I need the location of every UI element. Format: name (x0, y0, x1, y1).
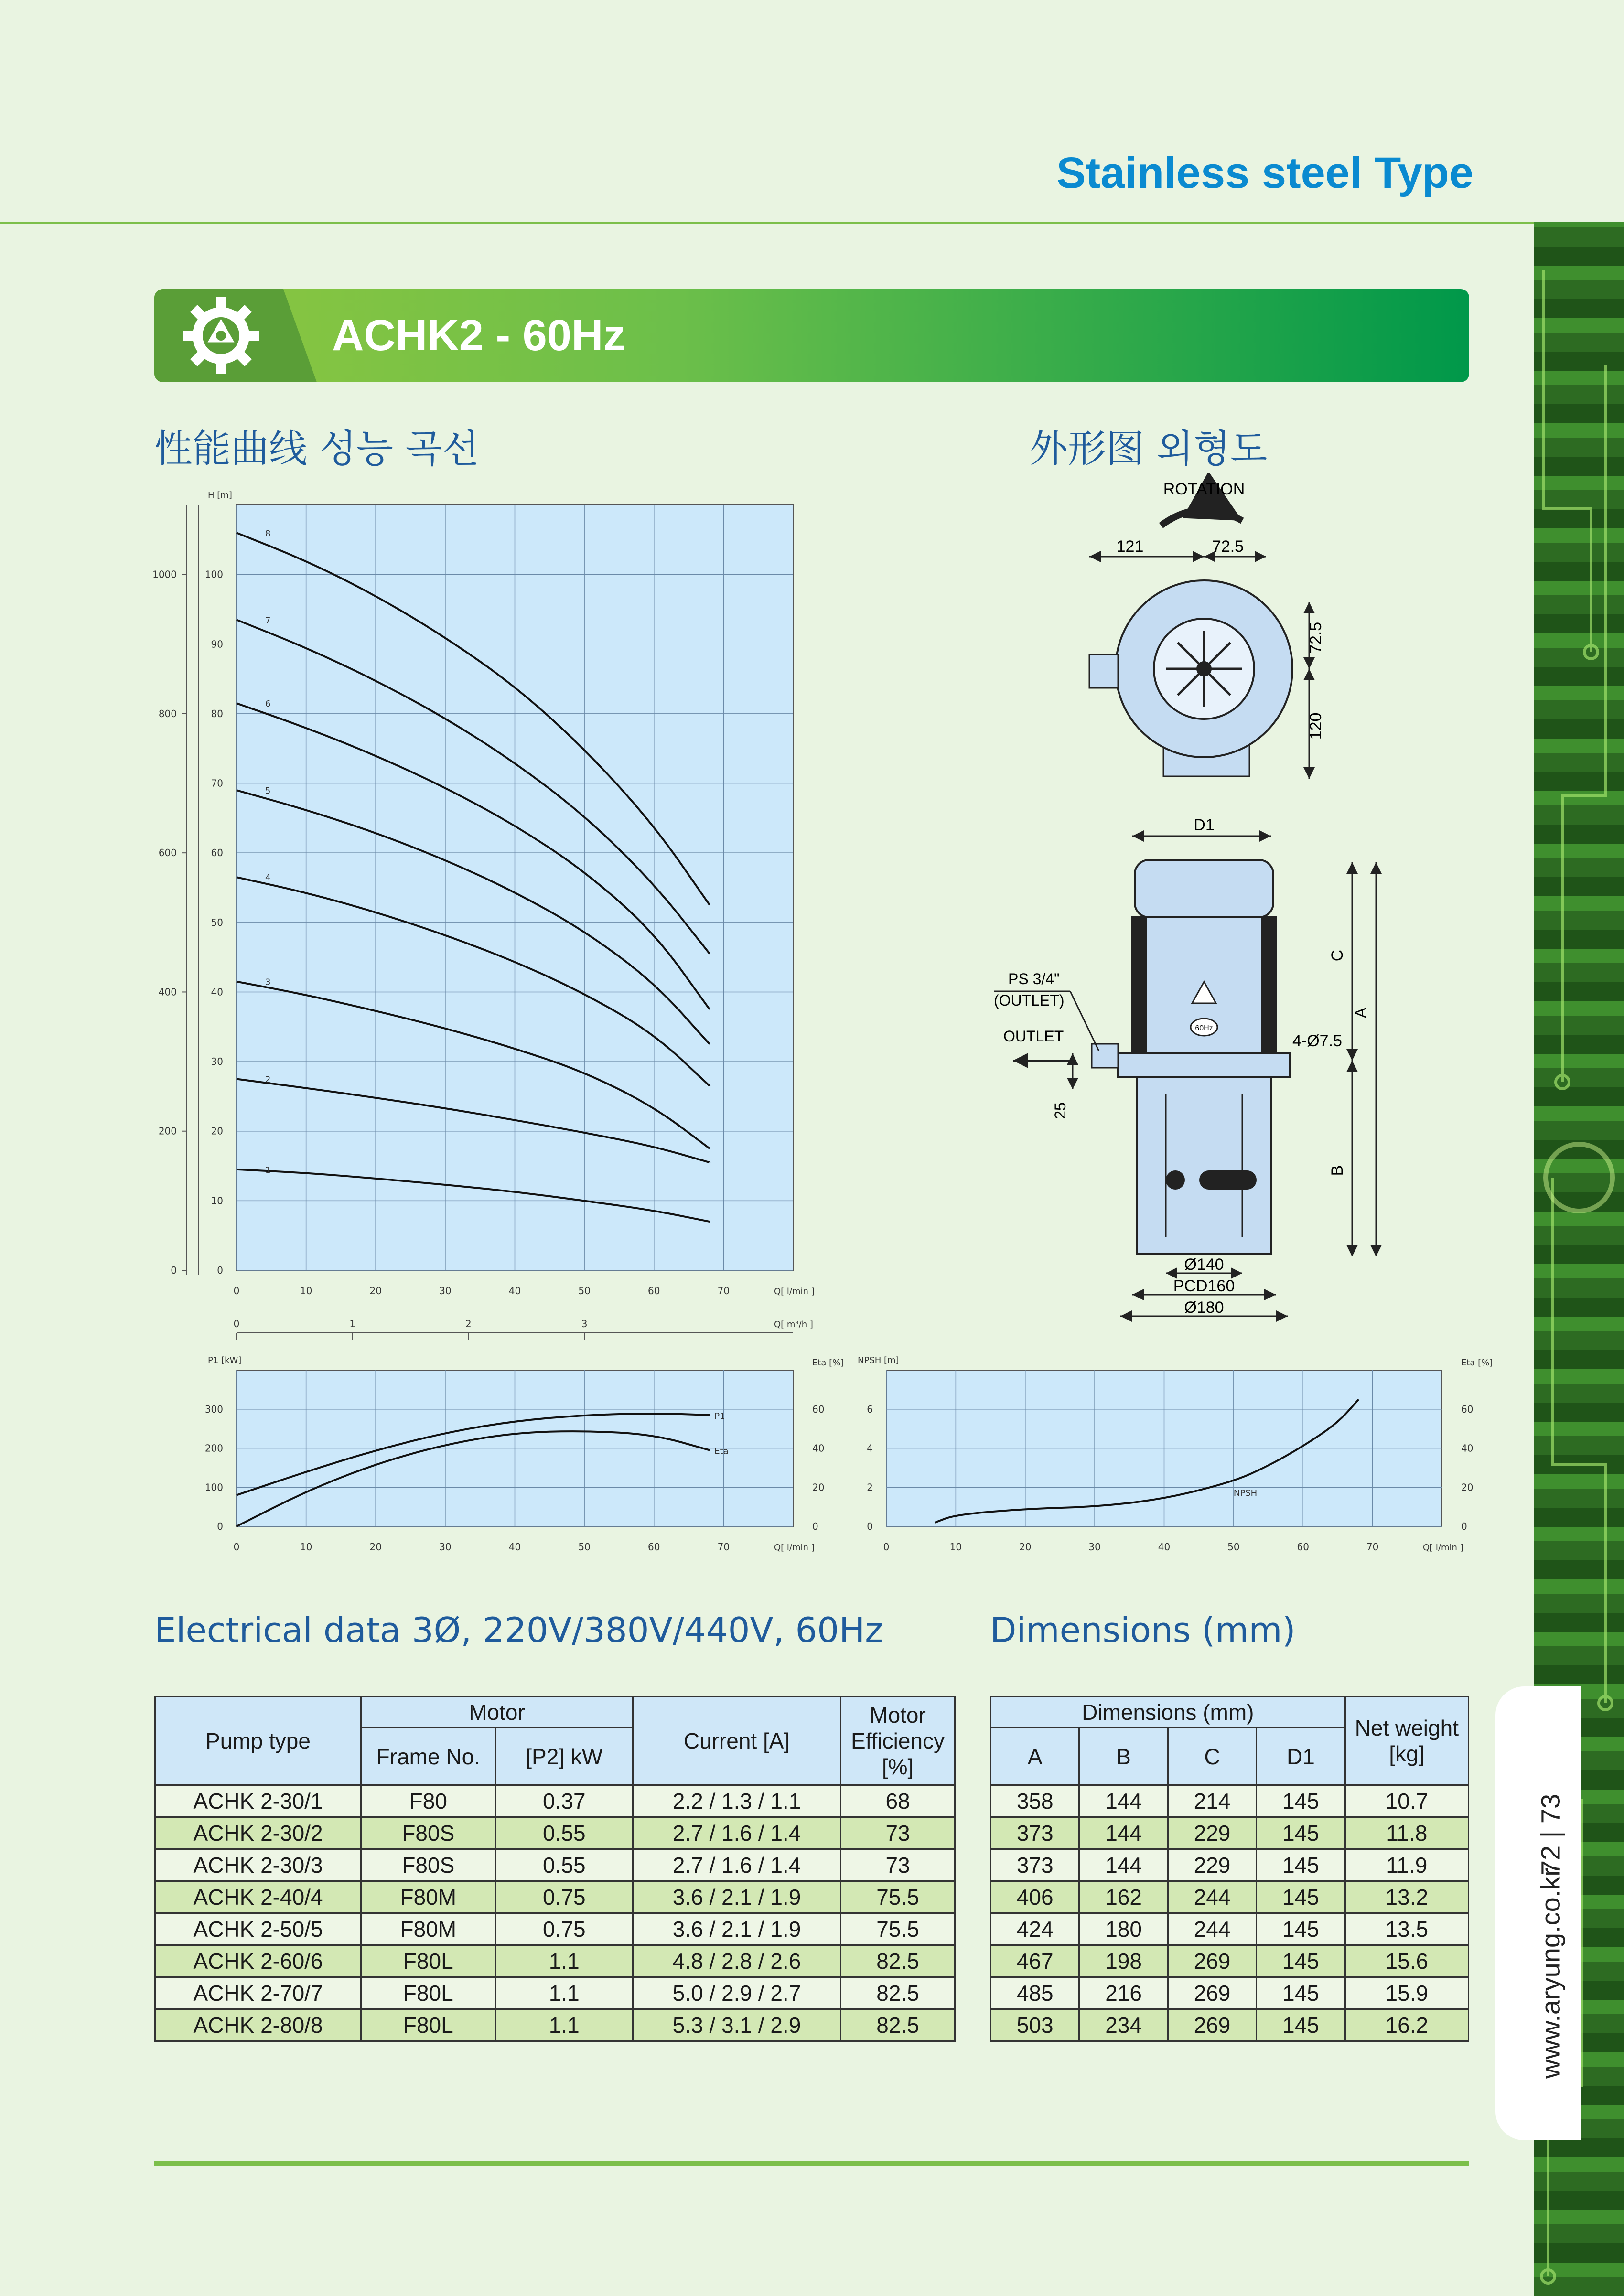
dimension_table-cell: 145 (1257, 1849, 1345, 1881)
dim-25: 25 (1052, 1102, 1069, 1119)
dimension_table-cell: 145 (1257, 1945, 1345, 1977)
electrical_table-cell: 75.5 (841, 1913, 955, 1945)
outline-section-title: 外形图 외형도 (1030, 427, 1268, 471)
table-row (155, 1785, 955, 1817)
electrical_table-cell: 2.7 / 1.6 / 1.4 (633, 1817, 840, 1849)
x-tick-label: 50 (1227, 1541, 1240, 1553)
y-tick-label: 4 (867, 1442, 873, 1454)
dimension_table-cell: 145 (1257, 1785, 1345, 1817)
banner-title: ACHK2 - 60Hz (332, 311, 625, 360)
y-tick-label: 60 (211, 847, 223, 859)
series-label: Eta (714, 1446, 729, 1457)
y-tick-label: 20 (211, 1125, 223, 1137)
col-frame-no: Frame No. (361, 1728, 496, 1785)
y2-tick-label: 40 (812, 1442, 825, 1454)
series-label: P1 (714, 1411, 725, 1422)
electrical-section-title: Electrical data 3Ø, 220V/380V/440V, 60Hz (154, 1610, 883, 1650)
series-label: 7 (265, 615, 271, 626)
x-tick-label: 20 (369, 1285, 382, 1297)
y-tick-label: 80 (211, 708, 223, 719)
y-axis-label: H [m] (208, 490, 232, 500)
dimension_table-cell: 145 (1257, 2009, 1345, 2041)
dimensions-table (990, 1696, 1469, 2042)
electrical_table-cell: 0.75 (495, 1881, 633, 1913)
col-pump-type: Pump type (155, 1697, 361, 1785)
y2-tick-label: 60 (812, 1403, 825, 1415)
table-row (155, 1977, 955, 2009)
x-tick-label: 0 (883, 1541, 890, 1553)
dimension_table-cell: 145 (1257, 1817, 1345, 1849)
dimension_table-cell: 424 (991, 1913, 1079, 1945)
x-tick-label: 40 (508, 1541, 521, 1553)
y2-tick-label: 40 (1461, 1442, 1473, 1454)
curve-section-title: 性能曲线 성능 곡선 (154, 427, 479, 471)
x-axis-label: Q[ l/min ] (1423, 1543, 1463, 1553)
series-label: 2 (265, 1074, 271, 1085)
dimension_table-cell: 13.2 (1345, 1881, 1468, 1913)
alt-top-tick-label: 1 (349, 1318, 356, 1330)
x-axis-label: Q[ l/min ] (774, 1543, 815, 1553)
dimension_table-cell: 10.7 (1345, 1785, 1468, 1817)
dimension_table-cell: 15.9 (1345, 1977, 1468, 2009)
dimension_table-cell: 13.5 (1345, 1913, 1468, 1945)
col-d1: D1 (1257, 1728, 1345, 1785)
electrical_table-cell: ACHK 2-30/3 (155, 1849, 361, 1881)
dimension_table-cell: 144 (1079, 1849, 1168, 1881)
y-tick-label: 30 (211, 1056, 223, 1068)
y-tick-label: 50 (211, 916, 223, 928)
rotation-arrow-icon (1161, 510, 1242, 526)
y2-tick-label: 60 (1461, 1403, 1473, 1415)
dim-d140: Ø140 (1184, 1255, 1224, 1274)
table-row (155, 1881, 955, 1913)
electrical_table-cell: 3.6 / 2.1 / 1.9 (633, 1913, 840, 1945)
footer-rule (154, 2161, 1469, 2166)
dim-121: 121 (1116, 537, 1144, 556)
dimension_table-cell: 373 (991, 1849, 1079, 1881)
electrical_table-cell: ACHK 2-80/8 (155, 2009, 361, 2041)
rotation-label: ROTATION (1163, 480, 1245, 498)
y-axis-label: P1 [kW] (208, 1355, 242, 1365)
dim-a: A (1352, 1007, 1370, 1019)
electrical_table-cell: 5.3 / 3.1 / 2.9 (633, 2009, 840, 2041)
y-tick-label: 100 (204, 1481, 223, 1493)
col-b: B (1079, 1728, 1168, 1785)
dim-pcd160: PCD160 (1173, 1277, 1235, 1295)
y-axis-label: NPSH [m] (858, 1355, 899, 1365)
alt-left-tick-label: 600 (158, 847, 177, 859)
electrical_table-cell: 82.5 (841, 2009, 955, 2041)
x-tick-label: 50 (578, 1285, 591, 1297)
holes-label: 4-Ø7.5 (1292, 1032, 1342, 1050)
x-axis-label: Q[ l/min ] (774, 1287, 815, 1297)
table-row (155, 1913, 955, 1945)
y-tick-label: 0 (217, 1265, 223, 1276)
website-url: www.aryung.co.kr (1535, 1867, 1566, 2079)
x-tick-label: 30 (439, 1541, 452, 1553)
x-tick-label: 40 (508, 1285, 521, 1297)
electrical_table-cell: 2.2 / 1.3 / 1.1 (633, 1785, 840, 1817)
electrical-data-table (154, 1696, 956, 2042)
x-tick-label: 10 (300, 1541, 312, 1553)
electrical_table-cell: F80S (361, 1849, 496, 1881)
series-label: 1 (265, 1165, 271, 1175)
outlet-label: OUTLET (1003, 1028, 1064, 1045)
electrical_table-cell: 1.1 (495, 1945, 633, 1977)
y2-tick-label: 0 (1461, 1521, 1467, 1532)
table-row (991, 2009, 1469, 2041)
alt-top-tick-label: 0 (233, 1318, 240, 1330)
type-header: Stainless steel Type (1056, 149, 1473, 197)
table-row (991, 1913, 1469, 1945)
electrical_table-cell: 75.5 (841, 1881, 955, 1913)
dimension_table-cell: 406 (991, 1881, 1079, 1913)
electrical_table-cell: 0.37 (495, 1785, 633, 1817)
table-row (991, 1881, 1469, 1913)
y2-tick-label: 20 (812, 1481, 825, 1493)
x-tick-label: 70 (717, 1541, 730, 1553)
dimension_table-cell: 358 (991, 1785, 1079, 1817)
table-row (991, 1849, 1469, 1881)
dimension_table-cell: 467 (991, 1945, 1079, 1977)
ps-label: PS 3/4" (1008, 970, 1060, 987)
y-tick-label: 0 (867, 1521, 873, 1532)
dimension_table-cell: 145 (1257, 1977, 1345, 2009)
col-net-weight: Net weight [kg] (1345, 1697, 1468, 1785)
series-label: 3 (265, 977, 271, 987)
dimension_table-cell: 244 (1168, 1913, 1256, 1945)
dimension_table-cell: 145 (1257, 1913, 1345, 1945)
electrical_table-cell: 73 (841, 1849, 955, 1881)
col-motor-efficiency: Motor Efficiency [%] (841, 1697, 955, 1785)
electrical_table-cell: 4.8 / 2.8 / 2.6 (633, 1945, 840, 1977)
dimension_table-cell: 145 (1257, 1881, 1345, 1913)
dimension_table-cell: 11.8 (1345, 1817, 1468, 1849)
dimension_table-cell: 144 (1079, 1817, 1168, 1849)
dimension_table-cell: 229 (1168, 1849, 1256, 1881)
electrical_table-cell: 82.5 (841, 1945, 955, 1977)
y2-tick-label: 20 (1461, 1481, 1473, 1493)
dimension_table-cell: 162 (1079, 1881, 1168, 1913)
pump-outline-drawing (975, 473, 1452, 1333)
series-label: NPSH (1233, 1488, 1258, 1498)
x-tick-label: 50 (578, 1541, 591, 1553)
x-tick-label: 0 (233, 1541, 240, 1553)
y2-axis-label: Eta [%] (812, 1358, 844, 1368)
electrical_table-cell: ACHK 2-30/1 (155, 1785, 361, 1817)
table-row (991, 1977, 1469, 2009)
dim-d1: D1 (1194, 816, 1215, 834)
y-tick-label: 10 (211, 1195, 223, 1207)
electrical_table-cell: ACHK 2-70/7 (155, 1977, 361, 2009)
electrical_table-cell: 3.6 / 2.1 / 1.9 (633, 1881, 840, 1913)
y2-tick-label: 0 (812, 1521, 818, 1532)
y-tick-label: 2 (867, 1481, 873, 1493)
x-tick-label: 10 (300, 1285, 312, 1297)
electrical_table-cell: F80L (361, 2009, 496, 2041)
dimension_table-cell: 269 (1168, 1945, 1256, 1977)
dim-c: C (1328, 949, 1346, 962)
dimension_table-cell: 11.9 (1345, 1849, 1468, 1881)
y-tick-label: 300 (204, 1403, 223, 1415)
y-tick-label: 200 (204, 1442, 223, 1454)
table-row (155, 1945, 955, 1977)
col-dimensions: Dimensions (mm) (991, 1697, 1345, 1728)
dim-d180: Ø180 (1184, 1298, 1224, 1317)
dimension_table-cell: 234 (1079, 2009, 1168, 2041)
dimension_table-cell: 15.6 (1345, 1945, 1468, 1977)
alt-top-axis-label: Q[ m³/h ] (774, 1320, 813, 1330)
page-numbers: 72 | 73 (1535, 1793, 1566, 1876)
x-tick-label: 70 (1366, 1541, 1379, 1553)
x-tick-label: 20 (369, 1541, 382, 1553)
dim-b: B (1328, 1165, 1346, 1176)
alt-left-tick-label: 400 (158, 986, 177, 998)
alt-left-tick-label: 800 (158, 708, 177, 719)
electrical_table-cell: F80M (361, 1881, 496, 1913)
electrical_table-cell: F80M (361, 1913, 496, 1945)
table-row (991, 1817, 1469, 1849)
alt-top-tick-label: 2 (465, 1318, 472, 1330)
y-tick-label: 40 (211, 986, 223, 998)
x-tick-label: 0 (233, 1285, 240, 1297)
outlet-paren-label: (OUTLET) (994, 992, 1065, 1009)
electrical_table-cell: 73 (841, 1817, 955, 1849)
dimension_table-cell: 485 (991, 1977, 1079, 2009)
electrical_table-cell: 0.75 (495, 1913, 633, 1945)
x-tick-label: 30 (1088, 1541, 1101, 1553)
dimensions-section-title: Dimensions (mm) (990, 1610, 1296, 1650)
col-c: C (1168, 1728, 1256, 1785)
electrical_table-cell: F80L (361, 1945, 496, 1977)
electrical_table-cell: F80 (361, 1785, 496, 1817)
dimension_table-cell: 16.2 (1345, 2009, 1468, 2041)
electrical_table-cell: ACHK 2-60/6 (155, 1945, 361, 1977)
x-tick-label: 70 (717, 1285, 730, 1297)
electrical_table-cell: 0.55 (495, 1817, 633, 1849)
series-label: 6 (265, 699, 271, 709)
y-tick-label: 100 (204, 569, 223, 580)
electrical_table-cell: 1.1 (495, 2009, 633, 2041)
col-p2-kw: [P2] kW (495, 1728, 633, 1785)
dimension_table-cell: 216 (1079, 1977, 1168, 2009)
electrical_table-cell: F80L (361, 1977, 496, 2009)
x-tick-label: 30 (439, 1285, 452, 1297)
dimension_table-cell: 214 (1168, 1785, 1256, 1817)
electrical_table-cell: ACHK 2-30/2 (155, 1817, 361, 1849)
dim-72-5-side: 72.5 (1307, 622, 1325, 654)
electrical_table-cell: F80S (361, 1817, 496, 1849)
alt-left-tick-label: 0 (171, 1265, 177, 1276)
dimension_table-cell: 180 (1079, 1913, 1168, 1945)
y-tick-label: 6 (867, 1403, 873, 1415)
dim-120: 120 (1307, 712, 1325, 740)
electrical_table-cell: 68 (841, 1785, 955, 1817)
table-row (155, 1817, 955, 1849)
electrical_table-cell: 0.55 (495, 1849, 633, 1881)
y-tick-label: 0 (217, 1521, 223, 1532)
col-motor: Motor (361, 1697, 633, 1728)
electrical_table-cell: 82.5 (841, 1977, 955, 2009)
x-tick-label: 60 (648, 1541, 660, 1553)
x-tick-label: 60 (648, 1285, 660, 1297)
table-row (155, 1849, 955, 1881)
x-tick-label: 20 (1019, 1541, 1032, 1553)
alt-left-tick-label: 1000 (152, 569, 177, 580)
series-label: 4 (265, 873, 271, 883)
table-row (991, 1785, 1469, 1817)
dimension_table-cell: 144 (1079, 1785, 1168, 1817)
alt-left-tick-label: 200 (158, 1125, 177, 1137)
hz-badge: 60Hz (1195, 1024, 1213, 1032)
electrical_table-cell: 1.1 (495, 1977, 633, 2009)
dimension_table-cell: 229 (1168, 1817, 1256, 1849)
electrical_table-cell: ACHK 2-40/4 (155, 1881, 361, 1913)
alt-top-tick-label: 3 (581, 1318, 588, 1330)
dimension_table-cell: 269 (1168, 1977, 1256, 2009)
electrical_table-cell: 2.7 / 1.6 / 1.4 (633, 1849, 840, 1881)
dim-72-5-top: 72.5 (1212, 537, 1244, 556)
series-label: 8 (265, 528, 271, 539)
dimension_table-cell: 269 (1168, 2009, 1256, 2041)
table-row (991, 1945, 1469, 1977)
y2-axis-label: Eta [%] (1461, 1358, 1493, 1368)
electrical_table-cell: 5.0 / 2.9 / 2.7 (633, 1977, 840, 2009)
y-tick-label: 70 (211, 777, 223, 789)
x-tick-label: 60 (1297, 1541, 1309, 1553)
dimension_table-cell: 244 (1168, 1881, 1256, 1913)
y-tick-label: 90 (211, 638, 223, 650)
series-label: 5 (265, 786, 271, 796)
dimension_table-cell: 373 (991, 1817, 1079, 1849)
col-current: Current [A] (633, 1697, 840, 1785)
col-a: A (991, 1728, 1079, 1785)
dimension_table-cell: 503 (991, 2009, 1079, 2041)
x-tick-label: 10 (949, 1541, 962, 1553)
dimension_table-cell: 198 (1079, 1945, 1168, 1977)
x-tick-label: 40 (1158, 1541, 1171, 1553)
electrical_table-cell: ACHK 2-50/5 (155, 1913, 361, 1945)
table-row (155, 2009, 955, 2041)
